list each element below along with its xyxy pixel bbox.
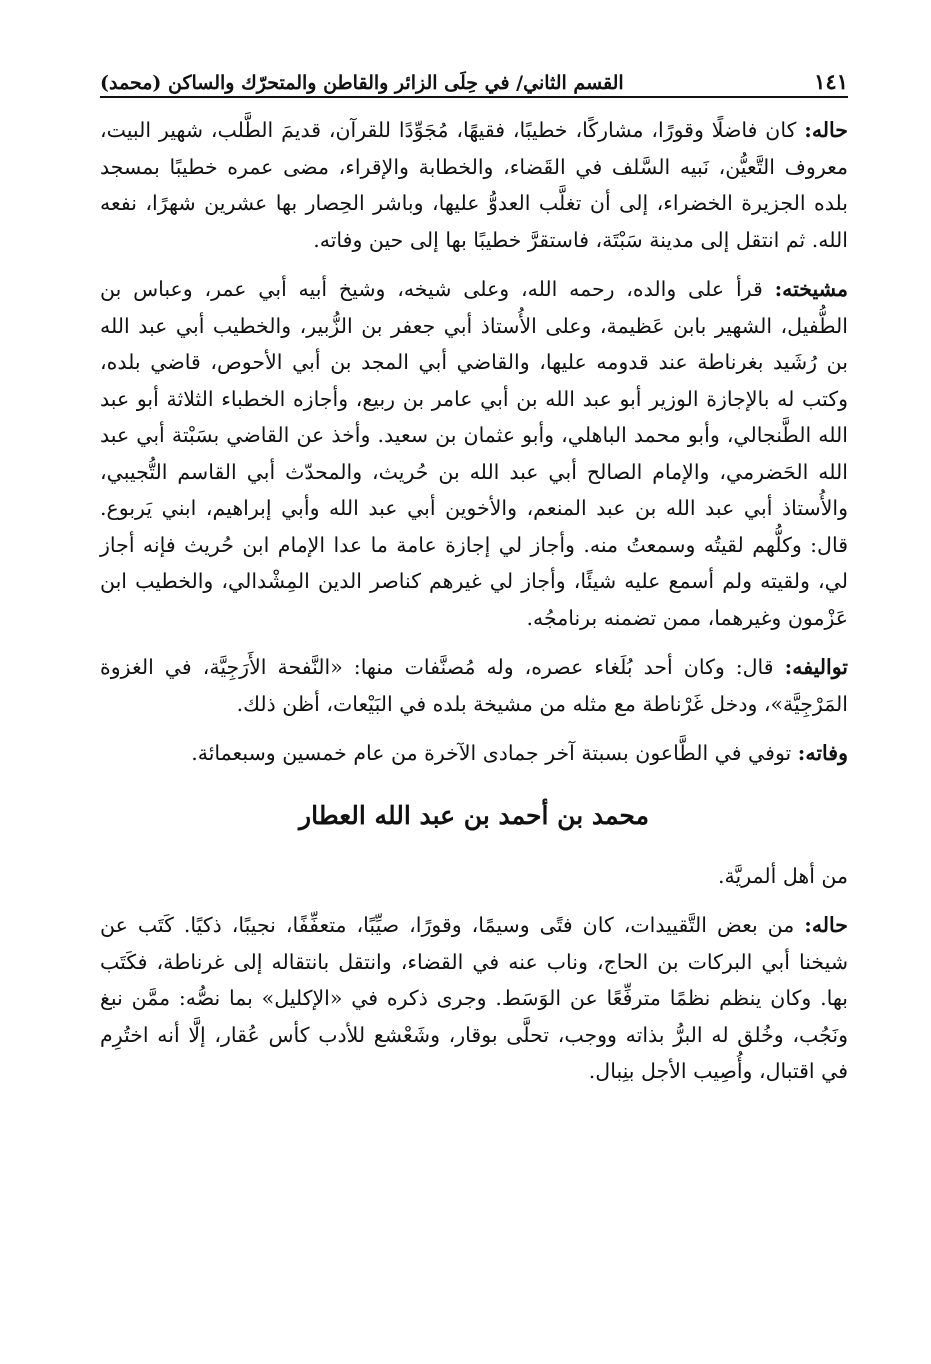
entry-origin: من أهل ألمريَّة. [718,863,848,888]
paragraph-text: توفي في الطَّاعون بسبتة آخر جمادى الآخرة من عام خمسين وسبعمائة. [191,741,792,765]
paragraph-mashyakhatuhu [100,271,848,636]
paragraph-text: قرأ على والده، رحمه الله، وعلى شيخه، وشيخ أبيه أبي عمر، وعباس بن الطُّفيل، الشهير بابن عَظيمة، وعلى الأُستاذ أبي جعفر بن الزُّبير، والخطيب أبي عبد الله بن رُشَيد بغرناطة عند قدومه عليها، والقاضي أبي المجد بن أبي الأحوص، قاضي بلده، وكتب له بالإجازة الوزير أبو عبد الله بن أبي عامر بن ربيع، وأجازه الخطباء الثلاثة أبو عبد الله الطَّنجالي، وأبو محمد الباهلي، وأبو عثمان بن سعيد. وأخذ عن القاضي بسَبْتة أبي عبد الله الحَضرمي، والإمام الصالح أبي عبد الله بن حُريث، والمحدّث أبي القاسم التُّجيبي، والأُستاذ أبي عبد الله بن عبد المنعم، والأخوين أبي عبد الله وأبي إبراهيم، ابني يَربوع. قال: وكلُّهم لقيتُه وسمعتُ منه. وأجاز لي إجازة عامة ما عدا الإمام ابن حُريث فإنه أجاز لي، ولقيته ولم أسمع عليه شيئًا، وأجاز لي غيرهم كناصر الدين المِشْدالي، والخطيب ابن عَزْمون وغيرهما، ممن تضمنه برنامجُه. [100,277,848,630]
paragraph-label: حاله: [804,118,848,142]
paragraph-label: مشيخته: [774,277,848,301]
entry-paragraph-haluhu [100,907,848,1090]
entry-title: محمد بن أحمد بن عبد الله العطار [299,800,649,830]
paragraph-wafatuhu [100,735,848,772]
page-body [100,112,848,1103]
paragraph-text: كان فاضلًا وقورًا، مشاركًا، خطيبًا، فقيهًا، مُجَوِّدًا للقرآن، قديمَ الطَّلب، شهير البيت، معروف التَّعيُّن، نَبيه السَّلف في القَضاء، والخطابة والإقراء، مضى عمره خطيبًا بمسجد بلده الجزيرة الخضراء، إلى أن تغلَّب العدوُّ عليها، وباشر الحِصار بها عشرين شهرًا، نفعه الله. ثم انتقل إلى مدينة سَبْتَة، فاستقرَّ خطيبًا بها إلى حين وفاته. [100,118,848,252]
paragraph-text: قال: وكان أحد بُلَغاء عصره، وله مُصنَّفات منها: «النَّفحة الأَرَجِيَّة، في الغزوة المَرْجِيَّة»، ودخل غَرْناطة مع مثله من مشيخة بلده في البَيْعات، أظن ذلك. [100,655,848,716]
running-header [100,52,848,94]
paragraph-tawalifuhu [100,649,848,722]
paragraph-label: وفاته: [797,741,848,765]
paragraph-haluhu [100,112,848,258]
header-rule [100,96,848,98]
paragraph-text: من بعض التَّقييدات، كان فتًى وسيمًا، وقورًا، صيِّبًا، متعفِّفًا، نجيبًا، ذكيًا. كَتَب عن شيخنا أبي البركات بن الحاج، وناب عنه في القضاء، وانتقل بانتقاله إلى غرناطة، فكَتَب بها. وكان ينظم نظمًا مترفِّعًا عن الوَسَط. وجرى ذكره في «الإكليل» بما نصُّه: ممَّن نبغ ونَجُب، وخُلق له البرُّ بذاته ووجب، تحلَّى بوقار، وشَعْشع للأدب كأس عُقار، إلَّا أنه اختُرِم في اقتبال، وأُصِيب الأجل بنِبال. [100,913,848,1083]
paragraph-label: تواليفه: [784,655,848,679]
paragraph-label: حاله: [804,913,848,937]
page-number: ١٤١ [814,69,848,94]
header-title: القسم الثاني/ في حِلَى الزائر والقاطن والمتحرّك والساكن (محمد) [100,72,624,94]
